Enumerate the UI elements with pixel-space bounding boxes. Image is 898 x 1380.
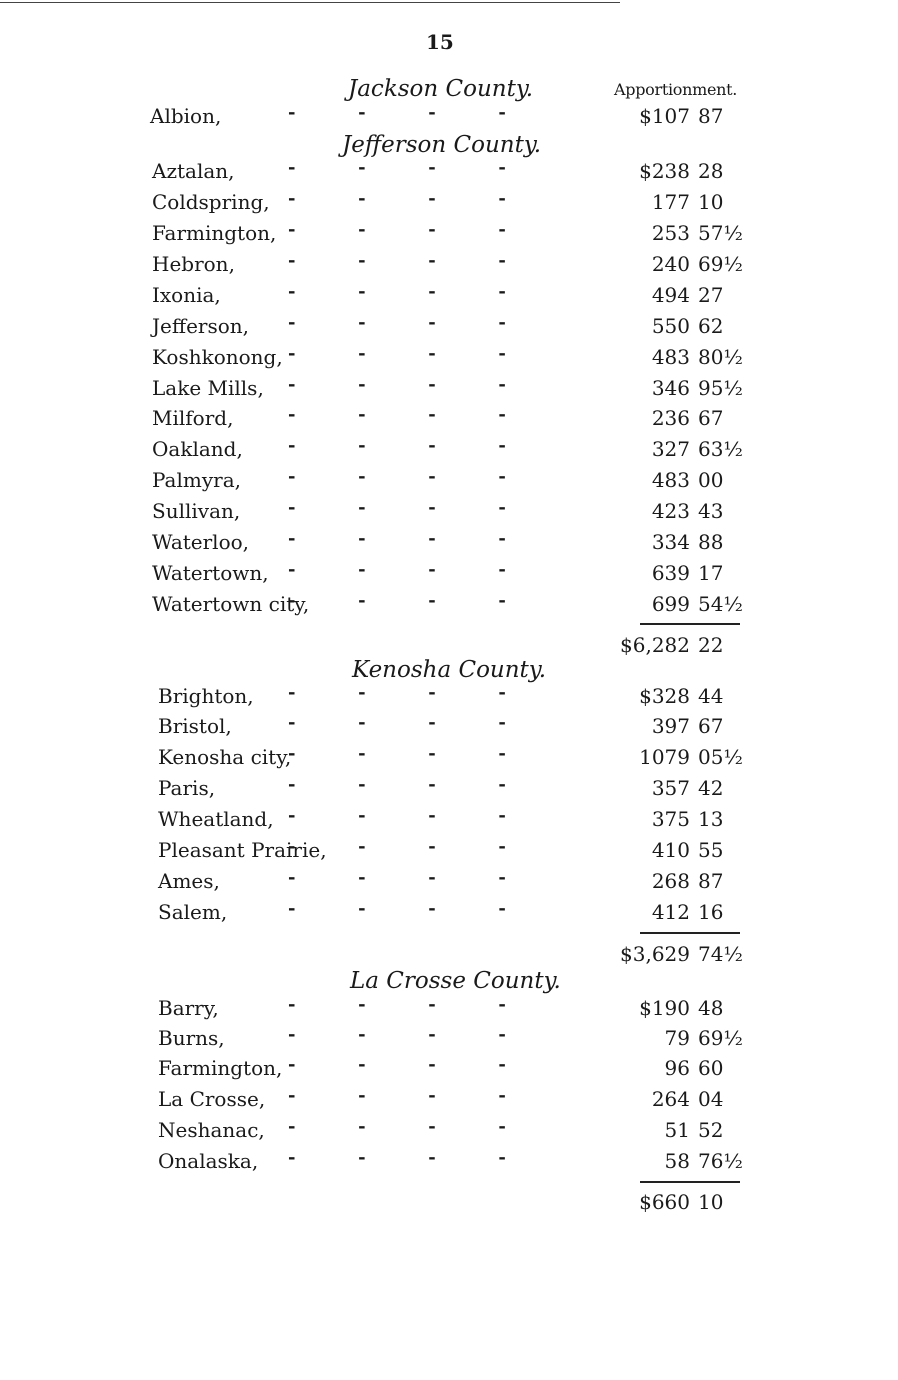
amount-cents: 57½ — [698, 221, 743, 245]
township-name: Waterloo, — [152, 530, 250, 554]
amount-cents: 54½ — [698, 592, 743, 616]
leader-dots: - - - - — [288, 712, 506, 733]
amount-dollars: 397 — [651, 714, 690, 738]
leader-dots: - - - - — [288, 466, 506, 487]
amount-cents: 67 — [698, 714, 724, 738]
township-name: Coldspring, — [152, 190, 270, 214]
amount-dollars: $107 — [639, 104, 690, 128]
amount-dollars: 375 — [651, 807, 690, 831]
township-name: Albion, — [150, 104, 222, 128]
township-name: Farmington, — [158, 1056, 283, 1080]
leader-dots: - - - - — [288, 682, 506, 703]
leader-dots: - - - - — [288, 343, 506, 364]
amount-dollars: 177 — [651, 190, 690, 214]
amount-dollars: 264 — [651, 1087, 690, 1111]
amount-cents: 10 — [698, 190, 724, 214]
county-heading: Jefferson County. — [342, 132, 542, 158]
township-name: Hebron, — [152, 252, 235, 276]
amount-cents: 13 — [698, 807, 724, 831]
township-name: La Crosse, — [158, 1087, 266, 1111]
amount-dollars: 494 — [651, 283, 690, 307]
leader-dots: - - - - — [288, 102, 506, 123]
township-name: Burns, — [158, 1026, 225, 1050]
leader-dots: - - - - — [288, 219, 506, 240]
township-name: Brighton, — [158, 684, 254, 708]
amount-cents: 62 — [698, 314, 724, 338]
township-name: Lake Mills, — [152, 376, 264, 400]
amount-cents: 87 — [698, 104, 724, 128]
township-name: Aztalan, — [152, 159, 235, 183]
leader-dots: - - - - — [288, 994, 506, 1015]
township-name: Pleasant Prairie, — [158, 838, 327, 862]
township-name: Farmington, — [152, 221, 277, 245]
leader-dots: - - - - — [288, 157, 506, 178]
leader-dots: - - - - — [288, 435, 506, 456]
township-name: Ixonia, — [152, 283, 221, 307]
leader-dots: - - - - — [288, 867, 506, 888]
amount-dollars: 1079 — [639, 745, 690, 769]
total-rule — [640, 1181, 740, 1183]
township-name: Bristol, — [158, 714, 232, 738]
amount-dollars: 423 — [651, 499, 690, 523]
township-name: Neshanac, — [158, 1118, 265, 1142]
amount-cents: 52 — [698, 1118, 724, 1142]
amount-cents: 42 — [698, 776, 724, 800]
amount-dollars: 412 — [651, 900, 690, 924]
amount-cents: 63½ — [698, 437, 743, 461]
township-name: Salem, — [158, 900, 228, 924]
township-name: Watertown, — [152, 561, 269, 585]
township-name: Oakland, — [152, 437, 243, 461]
amount-cents: 76½ — [698, 1149, 743, 1173]
amount-dollars: 346 — [651, 376, 690, 400]
county-heading: La Crosse County. — [350, 968, 561, 994]
leader-dots: - - - - — [288, 898, 506, 919]
amount-dollars: 357 — [651, 776, 690, 800]
leader-dots: - - - - — [288, 1147, 506, 1168]
total-rule — [640, 623, 740, 625]
amount-cents: 87 — [698, 869, 724, 893]
amount-cents: 69½ — [698, 252, 743, 276]
county-heading: Kenosha County. — [352, 657, 547, 683]
leader-dots: - - - - — [288, 1116, 506, 1137]
amount-dollars: $238 — [639, 159, 690, 183]
amount-cents: 04 — [698, 1087, 724, 1111]
amount-dollars: 327 — [651, 437, 690, 461]
leader-dots: - - - - — [288, 404, 506, 425]
amount-cents: 43 — [698, 499, 724, 523]
amount-cents: 17 — [698, 561, 724, 585]
amount-cents: 05½ — [698, 745, 743, 769]
township-name: Ames, — [158, 869, 220, 893]
amount-dollars: 639 — [651, 561, 690, 585]
amount-cents: 00 — [698, 468, 724, 492]
leader-dots: - - - - — [288, 528, 506, 549]
leader-dots: - - - - — [288, 497, 506, 518]
leader-dots: - - - - — [288, 559, 506, 580]
amount-dollars: 268 — [651, 869, 690, 893]
leader-dots: - - - - — [288, 250, 506, 271]
township-name: Wheatland, — [158, 807, 274, 831]
amount-cents: 88 — [698, 530, 724, 554]
township-name: Sullivan, — [152, 499, 241, 523]
amount-cents: 60 — [698, 1056, 724, 1080]
township-name: Watertown city, — [152, 592, 310, 616]
apportionment-column-header: Apportionment. — [614, 80, 738, 99]
total-rule — [640, 932, 740, 934]
amount-dollars: 699 — [651, 592, 690, 616]
leader-dots: - - - - — [288, 805, 506, 826]
amount-dollars: 96 — [664, 1056, 690, 1080]
amount-dollars: 236 — [651, 406, 690, 430]
amount-dollars: 410 — [651, 838, 690, 862]
amount-cents: 16 — [698, 900, 724, 924]
leader-dots: - - - - — [288, 188, 506, 209]
amount-cents: 27 — [698, 283, 724, 307]
amount-dollars: 58 — [664, 1149, 690, 1173]
amount-dollars: 334 — [651, 530, 690, 554]
page-number: 15 — [426, 30, 454, 54]
leader-dots: - - - - — [288, 1054, 506, 1075]
leader-dots: - - - - — [288, 312, 506, 333]
leader-dots: - - - - — [288, 836, 506, 857]
amount-dollars: $328 — [639, 684, 690, 708]
county-total-dollars: $6,282 — [620, 633, 690, 657]
amount-cents: 80½ — [698, 345, 743, 369]
county-total-dollars: $660 — [639, 1190, 690, 1214]
township-name: Kenosha city, — [158, 745, 292, 769]
leader-dots: - - - - — [288, 1024, 506, 1045]
amount-dollars: 51 — [664, 1118, 690, 1142]
amount-cents: 95½ — [698, 376, 743, 400]
leader-dots: - - - - — [288, 1085, 506, 1106]
amount-cents: 69½ — [698, 1026, 743, 1050]
township-name: Paris, — [158, 776, 216, 800]
county-total-dollars: $3,629 — [620, 942, 690, 966]
township-name: Palmyra, — [152, 468, 241, 492]
township-name: Onalaska, — [158, 1149, 259, 1173]
amount-dollars: 550 — [651, 314, 690, 338]
amount-dollars: 483 — [651, 345, 690, 369]
amount-dollars: $190 — [639, 996, 690, 1020]
amount-dollars: 240 — [651, 252, 690, 276]
amount-dollars: 79 — [664, 1026, 690, 1050]
amount-dollars: 483 — [651, 468, 690, 492]
township-name: Jefferson, — [152, 314, 250, 338]
leader-dots: - - - - — [288, 281, 506, 302]
county-total-cents: 22 — [698, 633, 724, 657]
amount-cents: 48 — [698, 996, 724, 1020]
county-total-cents: 74½ — [698, 942, 743, 966]
leader-dots: - - - - — [288, 774, 506, 795]
leader-dots: - - - - — [288, 374, 506, 395]
amount-cents: 44 — [698, 684, 724, 708]
county-heading: Jackson County. — [348, 76, 534, 102]
county-total-cents: 10 — [698, 1190, 724, 1214]
leader-dots: - - - - — [288, 590, 506, 611]
amount-cents: 28 — [698, 159, 724, 183]
amount-cents: 67 — [698, 406, 724, 430]
township-name: Koshkonong, — [152, 345, 283, 369]
township-name: Milford, — [152, 406, 234, 430]
leader-dots: - - - - — [288, 743, 506, 764]
township-name: Barry, — [158, 996, 219, 1020]
top-rule — [0, 2, 620, 3]
amount-dollars: 253 — [651, 221, 690, 245]
amount-cents: 55 — [698, 838, 724, 862]
